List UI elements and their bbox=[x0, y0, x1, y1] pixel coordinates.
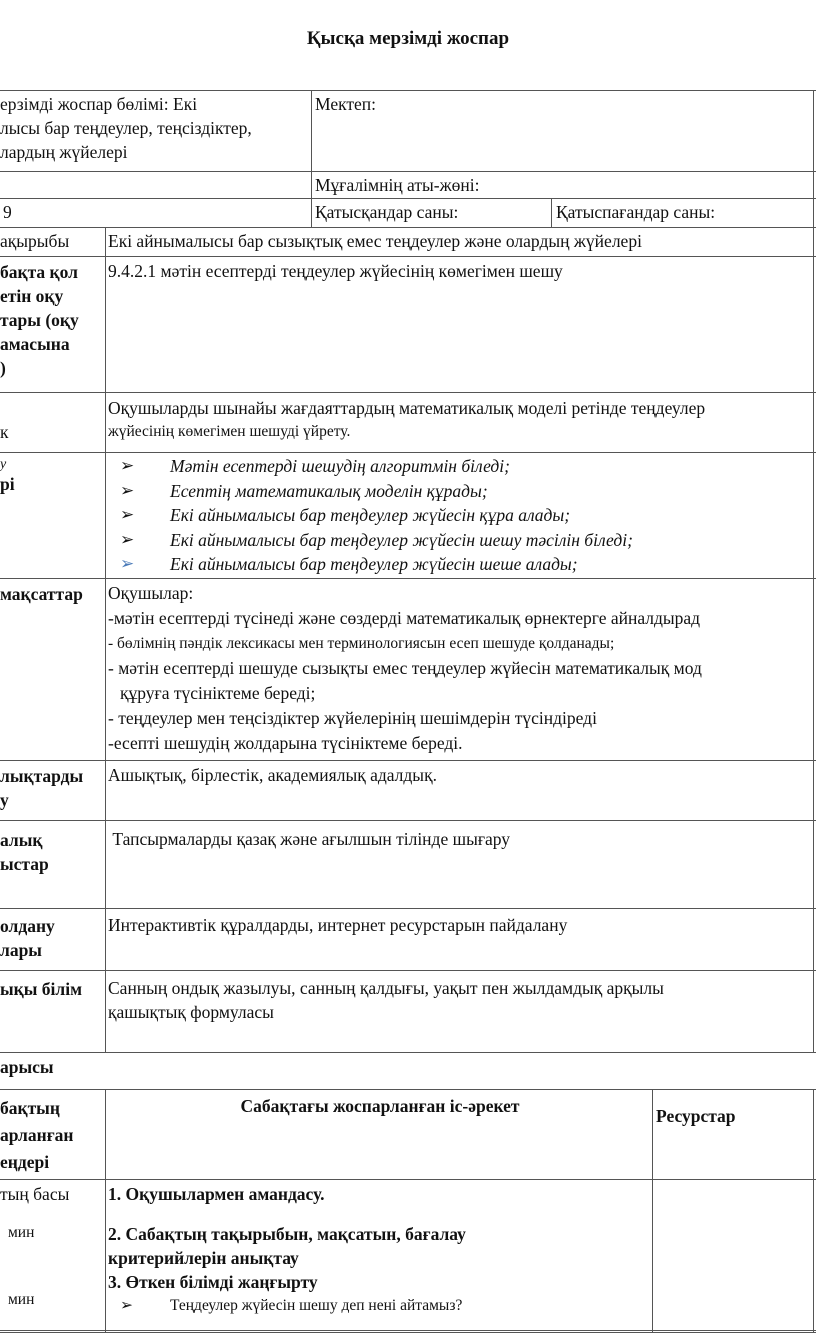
arrow-bullet-icon: ➢ bbox=[120, 529, 135, 549]
lesson-heading: арысы bbox=[0, 1057, 54, 1077]
ict-label: олдану лары bbox=[0, 916, 55, 960]
objectives-value: 9.4.2.1 мәтін есептерді теңдеулер жүйесінің көмегімен шешу bbox=[108, 261, 563, 281]
section-cell bbox=[0, 92, 308, 164]
section-line: лысы бар теңдеулер, теңсіздіктер, bbox=[0, 118, 252, 138]
crosscurr-label: алық ыстар bbox=[0, 830, 49, 874]
stage-label: тың басы bbox=[0, 1184, 70, 1204]
topic-value: Екі айнымалысы бар сызықтық емес теңдеулер және олардың жүйелері bbox=[108, 231, 642, 251]
step-topic: 2. Сабақтың тақырыбын, мақсатын, бағалау критерийлерін анықтау bbox=[108, 1224, 466, 1268]
stage-time: мин bbox=[8, 1291, 35, 1308]
step-review: 3. Өткен білімді жаңғырту bbox=[108, 1272, 318, 1292]
section-line: ерзімді жоспар бөлімі: Екі bbox=[0, 94, 198, 114]
section-line: лардың жүйелері bbox=[0, 142, 128, 162]
arrow-bullet-icon: ➢ bbox=[120, 505, 135, 524]
arrow-bullet-icon: ➢ bbox=[120, 1297, 133, 1314]
present-label: Қатысқандар саны: bbox=[315, 202, 459, 222]
language-list: Оқушылар: -мәтін есептерді түсінеді және сөздерді математикалық өрнектерге айналдырад - бөлімнің пәндік лексикасы мен терминологиясын есеп шешуде қолданады; - мәтін есептерді шешуде сызықты емес теңдеулер жүйесін математикалық мод құруға түсініктеме береді; - теңдеулер мен теңсіздіктер жүйелерінің шешімдерін түсіндіреді -есепті шешудің жолдарына түсініктеме береді. bbox=[108, 583, 702, 753]
page-title: Қысқа мерзімді жоспар bbox=[306, 28, 510, 49]
absent-label: Қатыспағандар саны: bbox=[556, 202, 716, 222]
resources-header: Ресурстар bbox=[656, 1106, 736, 1126]
topic-label: ақырыбы bbox=[0, 231, 70, 251]
stage-time: мин bbox=[8, 1224, 35, 1241]
school-label: Мектеп: bbox=[315, 94, 377, 114]
activity-header: Сабақтағы жоспарланған іс-әрекет bbox=[240, 1096, 520, 1116]
arrow-bullet-icon: ➢ bbox=[120, 456, 135, 475]
stage-header: бақтың арланған еңдері bbox=[0, 1098, 74, 1172]
grade-value: 9 bbox=[3, 202, 12, 222]
prior-label: ықы білім bbox=[0, 979, 82, 999]
criteria-label: у рі bbox=[0, 457, 15, 494]
teacher-label: Мұғалімнің аты-жөні: bbox=[315, 175, 480, 195]
arrow-bullet-icon: ➢ bbox=[120, 554, 135, 573]
prior-value: Санның ондық жазылуы, санның қалдығы, уақыт пен жылдамдық арқылы қашықтық формуласы bbox=[108, 978, 664, 1022]
aim-value: Оқушыларды шынайы жағдаяттардың математикалық моделі ретінде теңдеулер жүйесінің көмегімен шешуді үйрету. bbox=[108, 398, 706, 440]
aim-label: к bbox=[0, 422, 9, 442]
list-item: ➢ Теңдеулер жүйесін шешу деп нені айтамыз? bbox=[108, 1294, 400, 1318]
objectives-label: бақта қол етін оқу тары (оқу амасына ) bbox=[0, 262, 79, 378]
values-value: Ашықтық, бірлестік, академиялық адалдық. bbox=[108, 765, 437, 785]
language-label: мақсаттар bbox=[0, 584, 83, 604]
arrow-bullet-icon: ➢ bbox=[120, 480, 135, 500]
values-label: лықтарды у bbox=[0, 766, 84, 810]
step-greeting: 1. Оқушылармен амандасу. bbox=[108, 1184, 325, 1204]
ict-value: Интерактивтік құралдарды, интернет ресурстарын пайдалану bbox=[108, 915, 568, 935]
crosscurr-value: Тапсырмаларды қазақ және ағылшын тілінде шығару bbox=[108, 829, 511, 849]
